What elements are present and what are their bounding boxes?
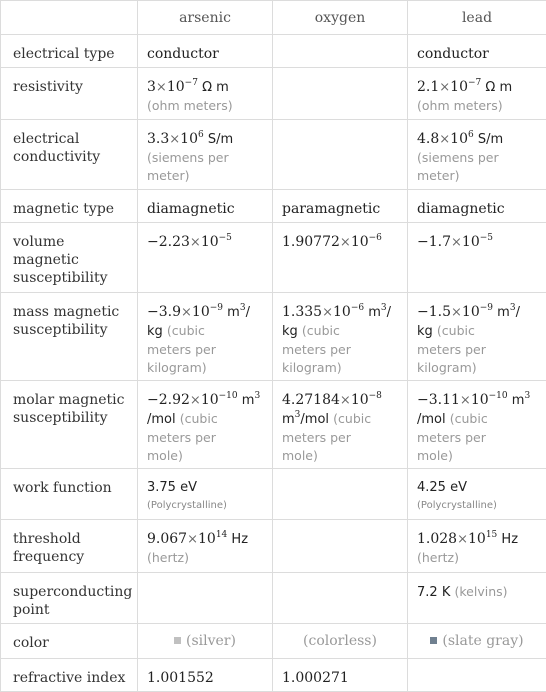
mass-susceptibility-arsenic: $-3.9\times 10^{-9}$ $m^3/$ kg (cubic meters per kilogram) xyxy=(138,293,273,381)
row-molar-magnetic-susceptibility xyxy=(1,381,546,469)
row-label-refractive-index: refractive index xyxy=(1,659,138,692)
row-label-electrical-type: electrical type xyxy=(1,35,138,68)
row-superconducting-point xyxy=(1,573,546,624)
row-label-superconducting-point: superconducting point xyxy=(1,573,138,624)
magnetic-type-oxygen: paramagnetic xyxy=(273,190,408,223)
header-row xyxy=(1,1,546,35)
resistivity-oxygen xyxy=(273,68,408,120)
row-label-mass-magnetic-susceptibility: mass magnetic susceptibility xyxy=(1,293,138,381)
color-lead: (slate gray) xyxy=(408,624,546,659)
electrical-conductivity-oxygen xyxy=(273,120,408,190)
silver-swatch xyxy=(174,637,181,644)
row-label-color: color xyxy=(1,624,138,659)
row-label-work-function: work function xyxy=(1,469,138,520)
slate-gray-swatch xyxy=(430,637,437,644)
row-volume-magnetic-susceptibility xyxy=(1,223,546,293)
work-function-lead: 4.25 eV (Polycrystalline) xyxy=(408,469,546,520)
row-label-volume-magnetic-susceptibility: volume magnetic susceptibility xyxy=(1,223,138,293)
row-label-molar-magnetic-susceptibility: molar magnetic susceptibility xyxy=(1,381,138,469)
row-electrical-type xyxy=(1,35,546,68)
row-label-magnetic-type: magnetic type xyxy=(1,190,138,223)
mass-susceptibility-oxygen: $1.335\times 10^{-6}$ $m^3/$ kg (cubic meters per kilogram) xyxy=(273,293,408,381)
row-label-resistivity: resistivity xyxy=(1,68,138,120)
volume-susceptibility-lead: $-1.7\times 10^{-5}$ xyxy=(408,223,546,293)
superconducting-point-arsenic xyxy=(138,573,273,624)
row-threshold-frequency xyxy=(1,520,546,573)
column-header-arsenic: arsenic xyxy=(138,1,273,35)
row-work-function xyxy=(1,469,546,520)
row-electrical-conductivity xyxy=(1,120,546,190)
refractive-index-arsenic: 1.001552 xyxy=(138,659,273,692)
row-color xyxy=(1,624,546,659)
work-function-oxygen xyxy=(273,469,408,520)
row-resistivity xyxy=(1,68,546,120)
superconducting-point-oxygen xyxy=(273,573,408,624)
electrical-type-arsenic: conductor xyxy=(138,35,273,68)
volume-susceptibility-arsenic: $-2.23\times 10^{-5}$ xyxy=(138,223,273,293)
corner-cell xyxy=(1,1,138,35)
electrical-conductivity-lead: $4.8\times 10^6$ S/m (siemens per meter) xyxy=(408,120,546,190)
magnetic-type-arsenic: diamagnetic xyxy=(138,190,273,223)
color-arsenic: (silver) xyxy=(138,624,273,659)
molar-susceptibility-arsenic: $-2.92\times 10^{-10}$ $m^3$ /mol (cubic meters per mole) xyxy=(138,381,273,469)
work-function-arsenic: 3.75 eV (Polycrystalline) xyxy=(138,469,273,520)
row-refractive-index xyxy=(1,659,546,692)
electrical-conductivity-arsenic: $3.3\times 10^6$ S/m (siemens per meter) xyxy=(138,120,273,190)
superconducting-point-lead: 7.2 K (kelvins) xyxy=(408,573,546,624)
electrical-type-lead: conductor xyxy=(408,35,546,68)
volume-susceptibility-oxygen: $1.90772\times 10^{-6}$ xyxy=(273,223,408,293)
refractive-index-oxygen: 1.000271 xyxy=(273,659,408,692)
color-oxygen: (colorless) xyxy=(273,624,408,659)
magnetic-type-lead: diamagnetic xyxy=(408,190,546,223)
column-header-oxygen: oxygen xyxy=(273,1,408,35)
threshold-frequency-lead: $1.028\times 10^{15}$ Hz (hertz) xyxy=(408,520,546,573)
refractive-index-lead xyxy=(408,659,546,692)
electrical-type-oxygen xyxy=(273,35,408,68)
row-label-electrical-conductivity: electrical conductivity xyxy=(1,120,138,190)
column-header-lead: lead xyxy=(408,1,546,35)
row-magnetic-type xyxy=(1,190,546,223)
row-label-threshold-frequency: threshold frequency xyxy=(1,520,138,573)
mass-susceptibility-lead: $-1.5\times 10^{-9}$ $m^3/$ kg (cubic meters per kilogram) xyxy=(408,293,546,381)
molar-susceptibility-oxygen: $4.27184\times 10^{-8}$ $m^3$/mol (cubic meters per mole) xyxy=(273,381,408,469)
molar-susceptibility-lead: $-3.11\times 10^{-10}$ $m^3$ /mol (cubic meters per mole) xyxy=(408,381,546,469)
threshold-frequency-arsenic: $9.067\times 10^{14}$ Hz (hertz) xyxy=(138,520,273,573)
threshold-frequency-oxygen xyxy=(273,520,408,573)
resistivity-lead: $2.1\times 10^{-7}$ Ω m (ohm meters) xyxy=(408,68,546,120)
resistivity-arsenic: $3\times 10^{-7}$ Ω m (ohm meters) xyxy=(138,68,273,120)
row-mass-magnetic-susceptibility xyxy=(1,293,546,381)
